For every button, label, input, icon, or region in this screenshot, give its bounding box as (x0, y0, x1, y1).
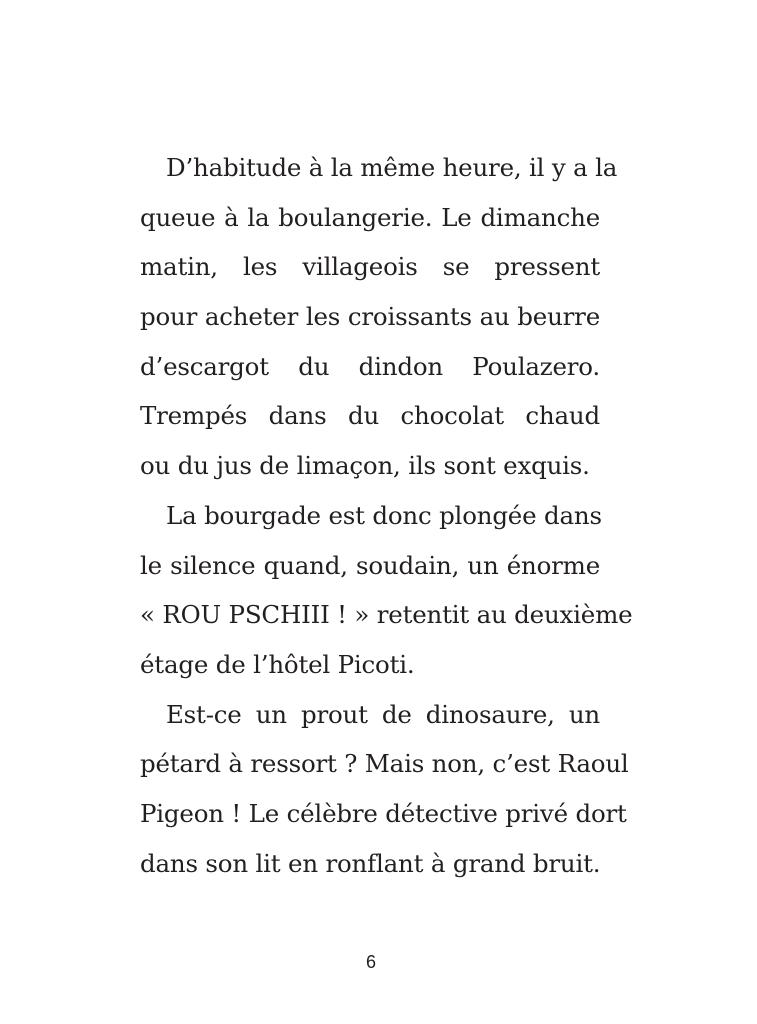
text-line: queue à la boulangerie. Le dimanche (140, 202, 600, 232)
text-line: matin, les villageois se pressent (140, 252, 600, 282)
text-line: Est-ce un prout de dinosaure, un (166, 699, 600, 729)
paragraph (140, 690, 629, 889)
text-line: étage de l’hôtel Picoti. (140, 649, 415, 679)
text-line: La bourgade est donc plongée dans (166, 500, 602, 530)
text-line: d’escargot du dindon Poulazero. (140, 351, 600, 381)
text-line: D’habitude à la même heure, il y a la (166, 153, 618, 182)
paragraph (140, 491, 633, 690)
page-number: 6 (365, 952, 376, 972)
text-line: ou du jus de limaçon, ils sont exquis. (140, 451, 590, 481)
text-line: Trempés dans du chocolat chaud (140, 401, 600, 431)
text-line: pour acheter les croissants au beurre (140, 302, 600, 332)
paragraph (140, 143, 618, 491)
text-line: le silence quand, soudain, un énorme (140, 550, 600, 580)
text-line: pétard à ressort ? Mais non, c’est Raoul (140, 749, 629, 779)
body-text (140, 143, 633, 888)
text-line: Pigeon ! Le célèbre détective privé dort (140, 798, 627, 828)
text-line: dans son lit en ronflant à grand bruit. (140, 848, 601, 878)
text-line: « ROU PSCHIII ! » retentit au deuxième (140, 600, 633, 630)
